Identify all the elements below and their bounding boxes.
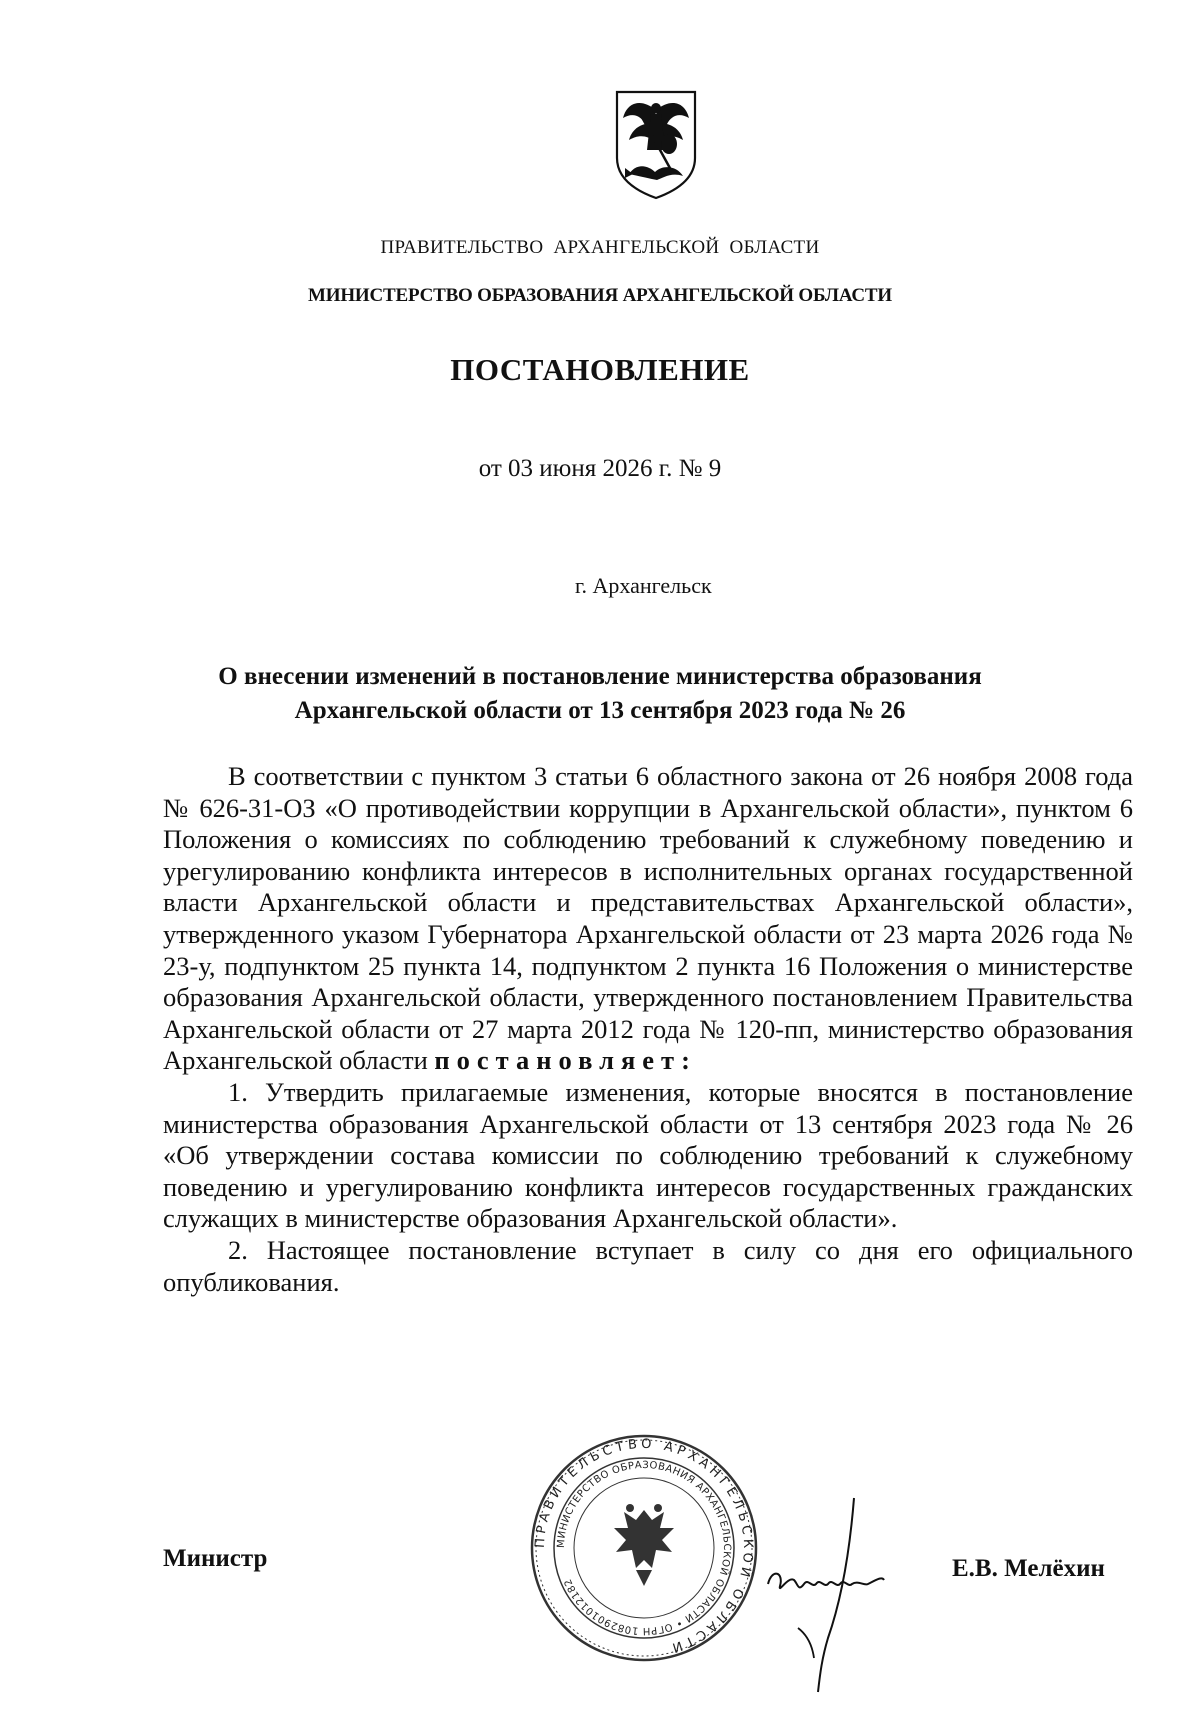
document-title-line: О внесении изменений в постановление министерства образования (218, 663, 982, 690)
preamble-paragraph (163, 761, 1133, 1077)
item-2-paragraph: 2. Настоящее постановление вступает в силу со дня его официального опубликования. (163, 1234, 1133, 1297)
signer-position: Министр (163, 1545, 268, 1572)
coat-of-arms-emblem (611, 88, 701, 200)
official-seal-stamp (528, 1432, 760, 1664)
document-type: ПОСТАНОВЛЕНИЕ (450, 352, 750, 387)
signer-name: Е.В. Мелёхин (952, 1555, 1105, 1582)
resolves-keyword: постановляет: (434, 1045, 697, 1076)
document-title-line: Архангельской области от 13 сентября 2023 года № 26 (294, 697, 906, 724)
government-heading: ПРАВИТЕЛЬСТВО АРХАНГЕЛЬСКОЙ ОБЛАСТИ (380, 237, 820, 258)
document-city: г. Архангельск (575, 573, 712, 598)
ministry-heading: МИНИСТЕРСТВО ОБРАЗОВАНИЯ АРХАНГЕЛЬСКОЙ ОБЛАСТИ (308, 285, 892, 306)
item-1-paragraph: 1. Утвердить прилагаемые изменения, которые вносятся в постановление министерства образования Архангельской области от 13 сентября 2023 года № 26 «Об утверждении состава комиссии по соблюдению требований к служебному поведению и урегулированию конфликта интересов государственных гражданских служащих в министерстве образования Архангельской области». (163, 1076, 1133, 1234)
document-title (0, 660, 1200, 728)
seal-inner-text: МИНИСТЕРСТВО ОБРАЗОВАНИЯ АРХАНГЕЛЬСКОЙ ОБЛАСТИ • ОГРН 1082901012182 (555, 1459, 733, 1637)
handwritten-signature (758, 1488, 938, 1698)
seal-outer-text: ПРАВИТЕЛЬСТВО АРХАНГЕЛЬСКОЙ ОБЛАСТИ (532, 1436, 756, 1656)
preamble-text: В соответствии с пунктом 3 статьи 6 областного закона от 26 ноября 2008 года № 626-31-ОЗ «О противодействии коррупции в Архангельской области», пунктом 6 Положения о комиссиях по соблюдению требований к служебному поведению и урегулированию конфликта интересов в исполнительных органах государственной власти Архангельской области и представительствах Архангельской области», утвержденного указом Губернатора Архангельской области от 23 марта 2026 года № 23-у, подпунктом 25 пункта 14, подпунктом 2 пункта 16 Положения о министерстве образования Архангельской области, утвержденного постановлением Правительства Архангельской области от 27 марта 2012 года № 120-пп, министерство образования Архангельской области (163, 761, 1133, 1076)
document-body (163, 761, 1133, 1298)
eagle-emblem-icon (614, 1504, 674, 1586)
document-date-number: от 03 июня 2026 г. № 9 (478, 455, 722, 482)
